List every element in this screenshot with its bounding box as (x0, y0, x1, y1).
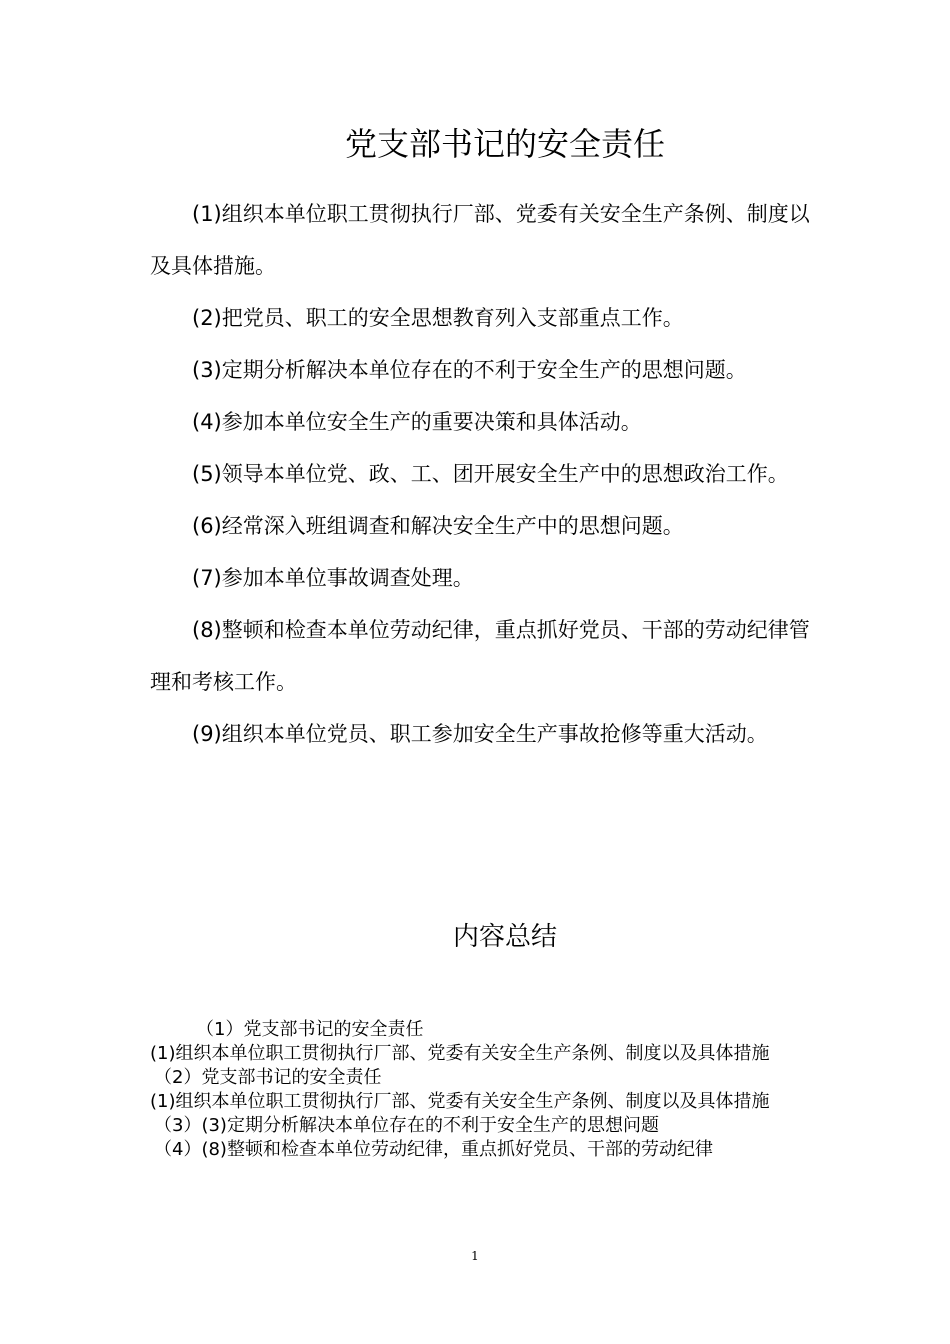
list-item: (7)参加本单位事故调查处理。 (192, 566, 474, 590)
summary-line: （1）党支部书记的安全责任 (196, 1019, 424, 1040)
list-item: (2)把党员、职工的安全思想教育列入支部重点工作。 (192, 306, 684, 330)
document-title: 党支部书记的安全责任 (344, 125, 665, 163)
summary-line: （2）党支部书记的安全责任 (154, 1067, 382, 1088)
list-item: (6)经常深入班组调查和解决安全生产中的思想问题。 (192, 514, 684, 538)
list-item: (3)定期分析解决本单位存在的不利于安全生产的思想问题。 (192, 358, 747, 382)
list-item: (9)组织本单位党员、职工参加安全生产事故抢修等重大活动。 (192, 722, 768, 746)
list-item: (8)整顿和检查本单位劳动纪律，重点抓好党员、干部的劳动纪律管理和考核工作。 (150, 618, 810, 694)
summary-title: 内容总结 (452, 922, 557, 952)
responsibility-list (150, 188, 815, 760)
summary-section (150, 1018, 815, 1162)
page-number: 1 (471, 1249, 479, 1263)
summary-line: （3）(3)定期分析解决本单位存在的不利于安全生产的思想问题 (154, 1115, 659, 1136)
summary-line: （4）(8)整顿和检查本单位劳动纪律，重点抓好党员、干部的劳动纪律 (154, 1139, 713, 1160)
list-item: (5)领导本单位党、政、工、团开展安全生产中的思想政治工作。 (192, 462, 789, 486)
summary-line: (1)组织本单位职工贯彻执行厂部、党委有关安全生产条例、制度以及具体措施 (150, 1043, 770, 1064)
list-item: (4)参加本单位安全生产的重要决策和具体活动。 (192, 410, 642, 434)
summary-line: (1)组织本单位职工贯彻执行厂部、党委有关安全生产条例、制度以及具体措施 (150, 1091, 770, 1112)
list-item: (1)组织本单位职工贯彻执行厂部、党委有关安全生产条例、制度以及具体措施。 (150, 202, 810, 278)
